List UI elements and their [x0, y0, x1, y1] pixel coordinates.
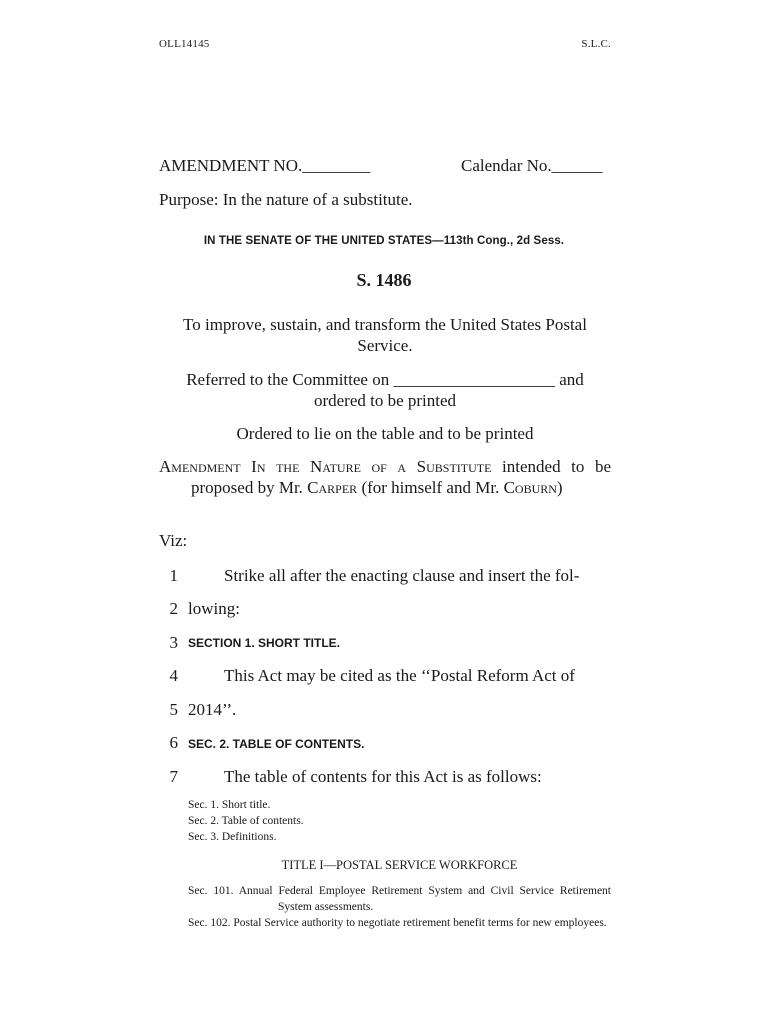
amendment-type: Amendment In the Nature of a Substitute [159, 457, 492, 476]
amendment-title [159, 456, 611, 498]
bill-title-line-1: To improve, sustain, and transform the United States Postal [183, 315, 587, 334]
document-id: OLL14145 [159, 38, 210, 50]
bill-title [159, 314, 611, 356]
line-text: The table of contents for this Act is as follows: [224, 767, 542, 786]
toc-item-text: Sec. 101. Annual Federal Employee Retirement System and Civil Service Retirement System assessments. [188, 885, 611, 913]
referred-block [159, 369, 611, 411]
amendment-number: AMENDMENT NO.________ [159, 156, 371, 175]
line-text: Strike all after the enacting clause and insert the fol- [224, 566, 580, 585]
line-number: 4 [169, 666, 178, 685]
amendment-end: ) [556, 478, 563, 497]
toc-item: Sec. 3. Definitions. [188, 831, 277, 843]
referred-line-1: Referred to the Committee on ___________________ and [186, 370, 584, 389]
line-text: This Act may be cited as the ‘‘Postal Reform Act of [224, 666, 575, 685]
ordered-line: Ordered to lie on the table and to be printed [236, 424, 534, 443]
line-number: 5 [169, 700, 178, 719]
senate-heading: IN THE SENATE OF THE UNITED STATES—113th Cong., 2d Sess. [203, 235, 565, 247]
toc-title-heading: TITLE I—POSTAL SERVICE WORKFORCE [281, 858, 518, 872]
amendment-intro: intended to be proposed by Mr. [191, 457, 611, 497]
line-text: 2014’’. [188, 700, 237, 719]
line-number: 6 [169, 733, 178, 752]
bill-number: S. 1486 [356, 270, 412, 290]
line-number: 7 [169, 767, 178, 786]
referred-line-2: ordered to be printed [313, 391, 457, 410]
sponsor-name: Carper [307, 478, 358, 497]
toc-item: Sec. 1. Short title. [188, 799, 271, 811]
cosponsor-name: Coburn [503, 478, 557, 497]
toc-item [188, 883, 611, 915]
toc-item [188, 915, 611, 931]
toc-item: Sec. 2. Table of contents. [188, 815, 304, 827]
section-heading: SEC. 2. TABLE OF CONTENTS. [188, 737, 365, 751]
line-number: 2 [169, 599, 178, 618]
bill-title-line-2: Service. [357, 336, 413, 355]
line-text: lowing: [188, 599, 240, 618]
line-number: 3 [169, 633, 178, 652]
viz-label: Viz: [159, 531, 188, 550]
slc-marker: S.L.C. [581, 38, 611, 50]
calendar-number: Calendar No.______ [461, 156, 603, 175]
line-number: 1 [169, 566, 178, 585]
toc-item-text: Sec. 102. Postal Service authority to negotiate retirement benefit terms for new employees. [188, 917, 607, 929]
amendment-mid: (for himself and Mr. [357, 478, 504, 497]
purpose-line: Purpose: In the nature of a substitute. [159, 190, 413, 209]
section-heading: SECTION 1. SHORT TITLE. [188, 636, 341, 650]
